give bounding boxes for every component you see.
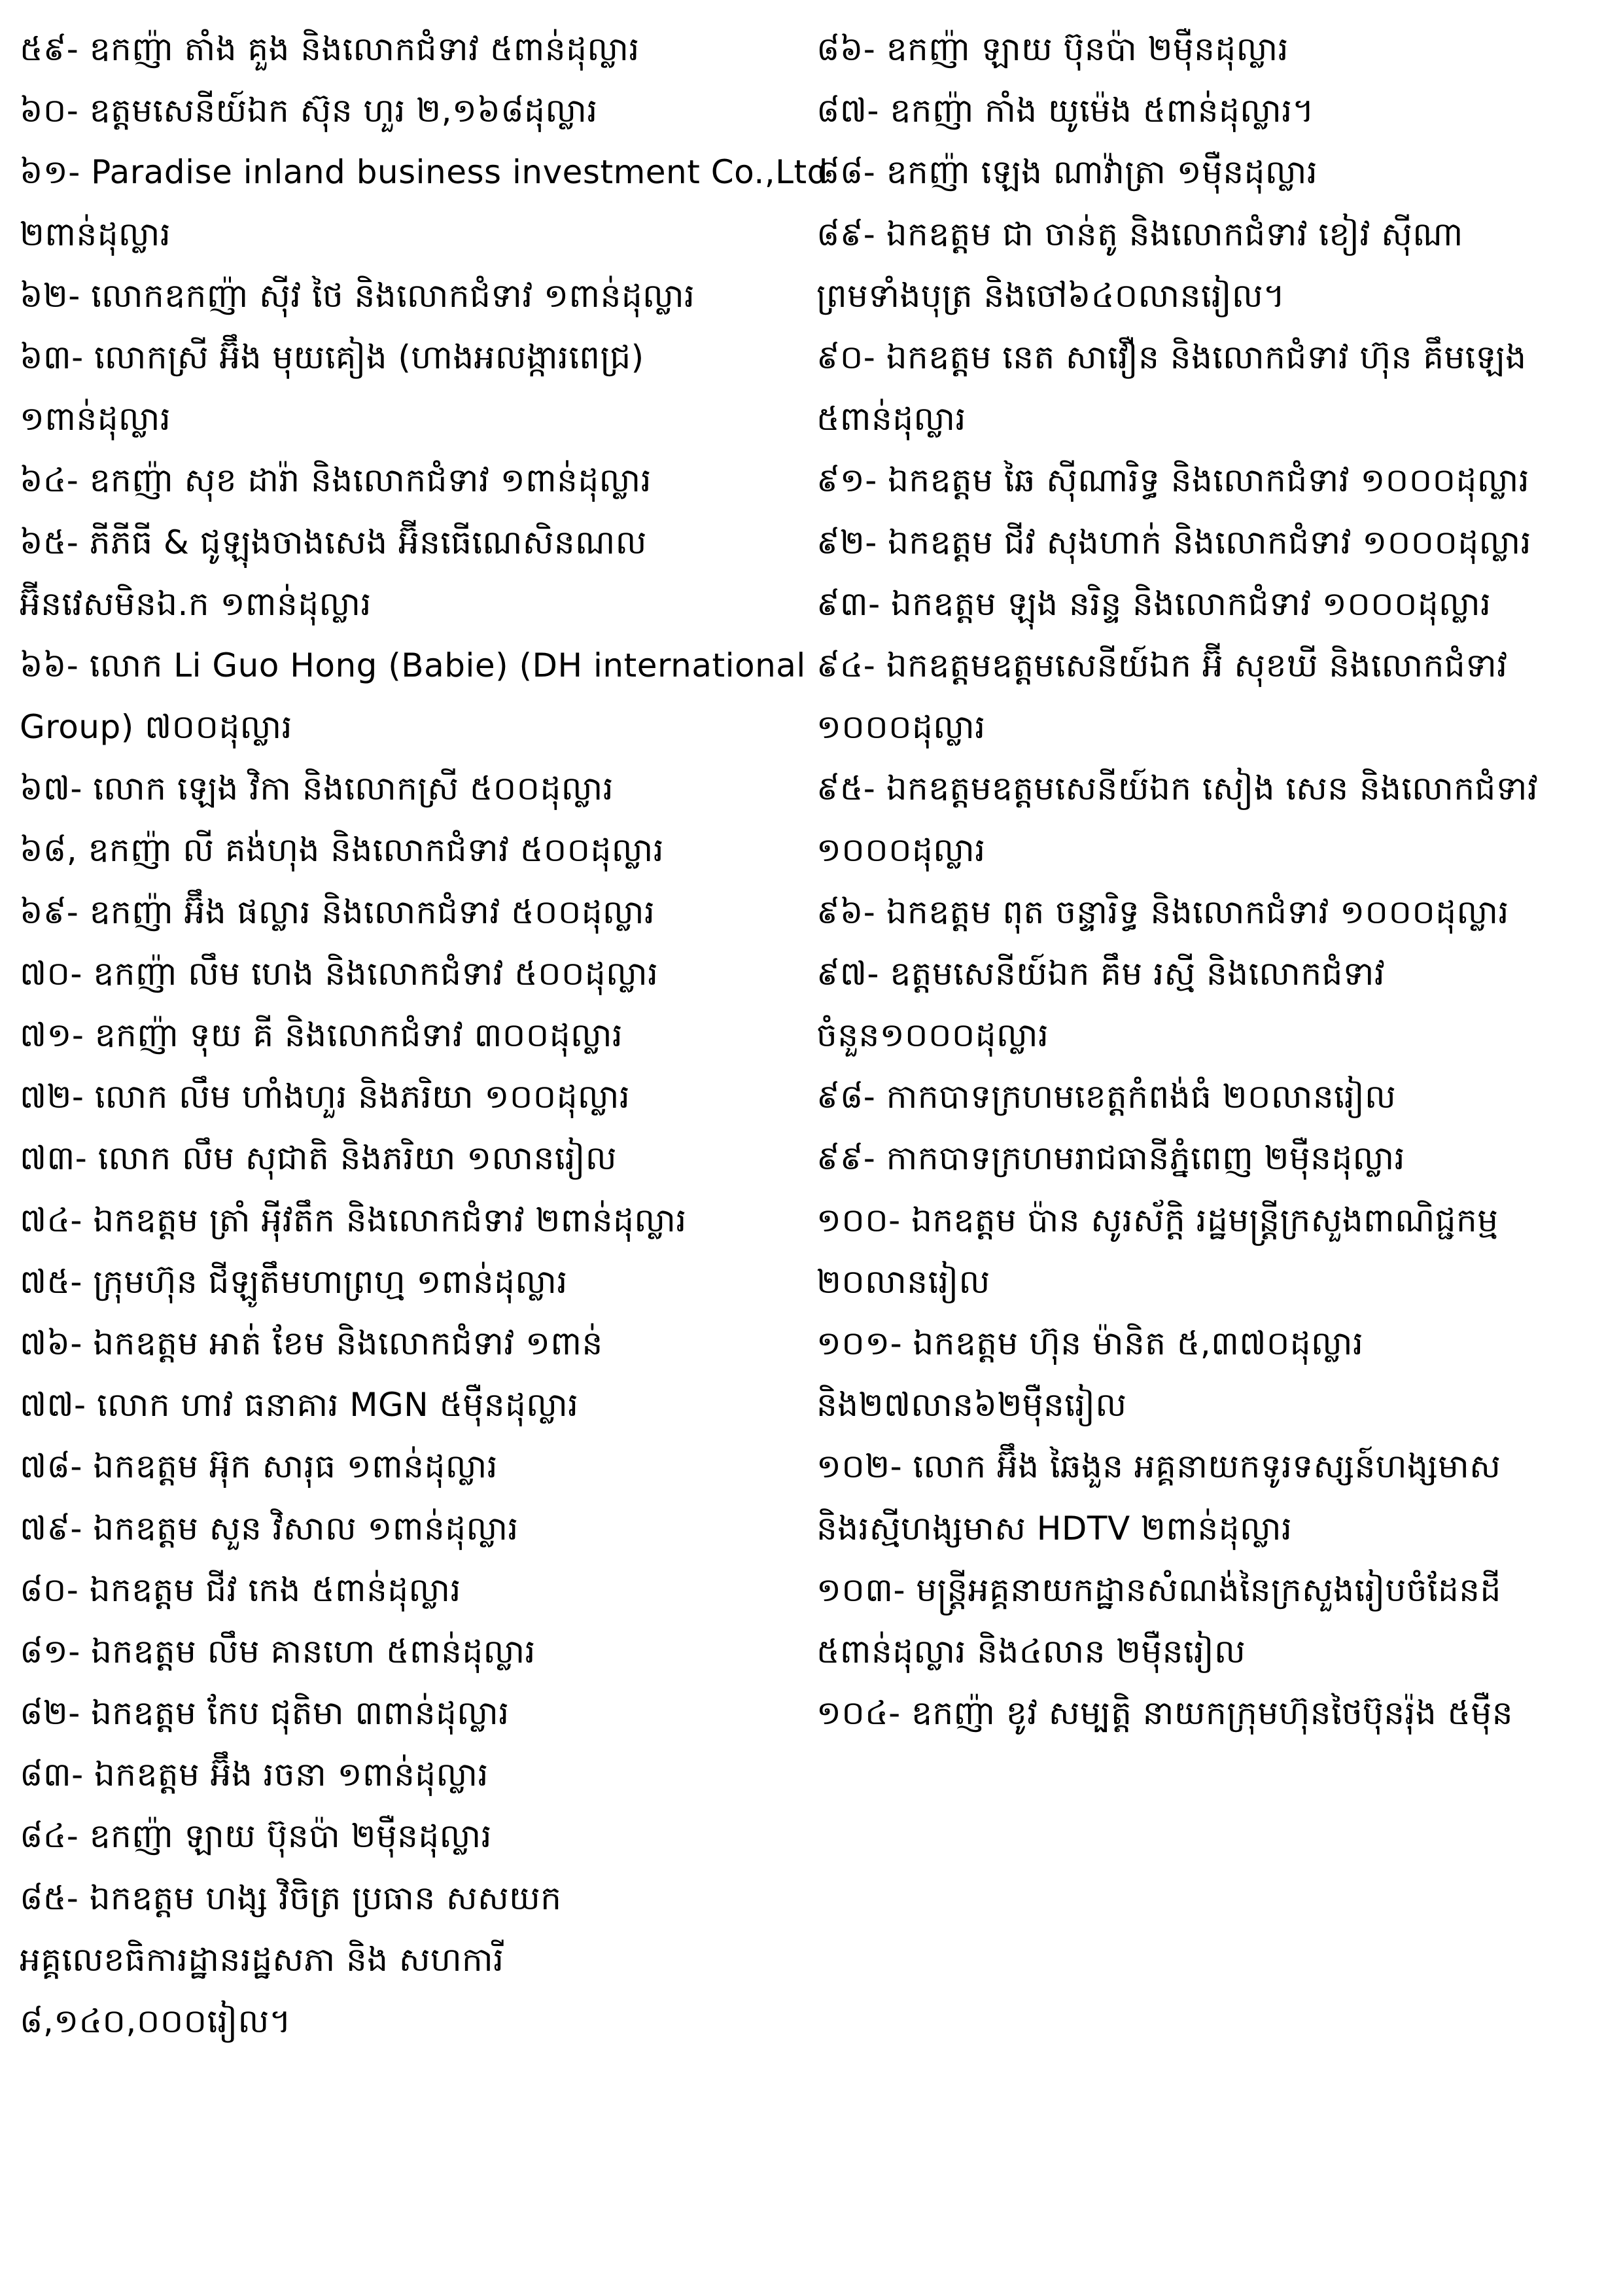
list-line: ២ពាន់ដុល្លារ: [20, 215, 171, 253]
list-line: ៩១- ឯកឧត្តម ឆៃ ស៊ីណារិទ្ធ និងលោកជំទាវ ១០០០ដុល្លារ: [816, 461, 1530, 500]
list-line: ៩៤- ឯកឧត្តមឧត្តមសេនីយ៍ឯក អ៊ី សុខឃី និងលោកជំទាវ: [816, 646, 1508, 684]
list-line: ៨៤- ឧកញ៉ា ឡាយ ប៊ុនប៉ា ២ម៉ឺនដុល្លារ: [20, 1817, 492, 1856]
list-line: ៨១- ឯកឧត្តម លឹម គានហោ ៥ពាន់ដុល្លារ: [20, 1632, 536, 1670]
list-line: ៨៦- ឧកញ៉ា ឡាយ ប៊ុនប៉ា ២ម៉ឺនដុល្លារ: [816, 30, 1289, 68]
list-line: ៧១- ឧកញ៉ា ទុយ គី និងលោកជំទាវ ៣០០ដុល្លារ: [20, 1016, 623, 1054]
list-line: ៦៧- លោក ឡេង វិកា និងលោកស្រី ៥០០ដុល្លារ: [20, 769, 614, 808]
list-line: ៩២- ឯកឧត្តម ជីវ សុងហាក់ និងលោកជំទាវ ១០០០ដុល្លារ: [816, 523, 1532, 561]
list-line: ៧៩- ឯកឧត្តម សួន វិសាល ១ពាន់ដុល្លារ: [20, 1509, 519, 1547]
list-line: ៩០- ឯកឧត្តម នេត សាវឿន និងលោកជំទាវ ហ៊ុន គឹមឡេង: [816, 338, 1527, 376]
list-line: ៥ពាន់ដុល្លារ និង៤លាន ២ម៉ឺនរៀល: [816, 1632, 1246, 1670]
list-line: ៦០- ឧត្តមសេនីយ៍ឯក ស៊ុន ហួរ ២,១៦៨ដុល្លារ: [20, 92, 598, 130]
list-line: ៧៣- លោក លឹម សុជាតិ និងភរិយា ១លានរៀល: [20, 1139, 617, 1178]
list-line: ៦៥- ភីភីធី & ជូឡុងចាងសេង អ៊ីនធើណេសិនណល: [20, 523, 647, 561]
list-line: ១០២- លោក អ៊ឹង ឆៃងួន អគ្គនាយកទូរទស្សន៍ហង្សមាស: [816, 1447, 1501, 1486]
list-line: និងរស្មីហង្សមាស HDTV ២ពាន់ដុល្លារ: [816, 1509, 1293, 1547]
list-line: និង២៧លាន៦២ម៉ឺនរៀល: [816, 1386, 1127, 1424]
list-line: ៧០- ឧកញ៉ា លឹម ហេង និងលោកជំទាវ ៥០០ដុល្លារ: [20, 954, 659, 993]
list-line: ៧៥- ក្រុមហ៊ុន ជីឡូតឹមហាព្រហ្ម ១ពាន់ដុល្លារ: [20, 1262, 568, 1301]
list-line: ៩៧- ឧត្តមសេនីយ៍ឯក គឹម រស្មី និងលោកជំទាវ: [816, 954, 1386, 993]
list-line: ៧៨- ឯកឧត្តម អ៊ុក សារុធ ១ពាន់ដុល្លារ: [20, 1447, 498, 1486]
list-line: ៨,១៤០,០០០រៀល។: [20, 2002, 292, 2040]
list-line: ៨២- ឯកឧត្តម កែប ជុតិមា ៣ពាន់ដុល្លារ: [20, 1694, 510, 1733]
right-column: [816, 18, 1601, 1744]
list-line: ៩៩- កាកបាទក្រហមរាជធានីភ្នំពេញ ២ម៉ឺនដុល្លារ: [816, 1139, 1405, 1178]
list-line: ៦៩- ឧកញ៉ា អ៊ឹង ផល្លារ និងលោកជំទាវ ៥០០ដុល្លារ: [20, 892, 655, 931]
list-line: ៦៣- លោកស្រី អ៊ឹង មុយគៀង (ហាងអលង្ការពេជ្រ): [20, 338, 644, 376]
list-line: ចំនួន១០០០ដុល្លារ: [816, 1016, 1049, 1054]
list-line: ២០លានរៀល: [816, 1262, 990, 1301]
list-line: ១០១- ឯកឧត្តម ហ៊ុន ម៉ានិត ៥,៣៧០ដុល្លារ: [816, 1324, 1364, 1362]
list-line: ១០៣- មន្ត្រីអគ្គនាយកដ្ឋានសំណង់នៃក្រសួងរៀបចំដែនដី: [816, 1570, 1501, 1609]
list-line: Group) ៧០០ដុល្លារ: [20, 708, 293, 747]
list-line: អគ្គលេខធិការដ្ឋានរដ្ឋសភា និង សហការី: [20, 1940, 504, 1979]
list-line: ១០០០ដុល្លារ: [816, 831, 986, 870]
list-line: ៨៥- ឯកឧត្តម ហង្ស វិចិត្រ ប្រធាន សសយក: [20, 1879, 562, 1917]
list-line: ៨៩- ឯកឧត្តម ជា ចាន់តូ និងលោកជំទាវ ខៀវ ស៊ីណា: [816, 215, 1463, 253]
list-line: ព្រមទាំងបុត្រ និងចៅ៦៤០លានរៀល។: [816, 276, 1285, 315]
list-line: ៩៨- កាកបាទក្រហមខេត្តកំពង់ធំ ២០លានរៀល: [816, 1078, 1397, 1116]
list-line: ៩៣- ឯកឧត្តម ឡុង នរិន្ទ និងលោកជំទាវ ១០០០ដុល្លារ: [816, 584, 1492, 623]
list-line: ៥៩- ឧកញ៉ា តាំង គួង និងលោកជំទាវ ៥ពាន់ដុល្លារ: [20, 30, 640, 68]
list-line: ១០៤- ឧកញ៉ា ខូវ សម្បត្តិ នាយកក្រុមហ៊ុនថៃប៊ុនរ៉ុង ៥ម៉ឺន: [816, 1694, 1513, 1733]
list-line: ១០០០ដុល្លារ: [816, 708, 986, 747]
list-line: ៨៨- ឧកញ៉ា ឡេង ណាវ៉ាត្រា ១ម៉ឺនដុល្លារ: [816, 153, 1318, 192]
list-line: ១ពាន់ដុល្លារ: [20, 400, 171, 438]
list-line: ៨៧- ឧកញ៉ា កាំង យូម៉េង ៥ពាន់ដុល្លារ។: [816, 92, 1315, 130]
list-line: ៩៦- ឯកឧត្តម ពុត ចន្ទារិទ្ធ និងលោកជំទាវ ១០០០ដុល្លារ: [816, 892, 1509, 931]
left-column: [20, 18, 828, 2052]
list-line: ៥ពាន់ដុល្លារ: [816, 400, 966, 438]
list-line: ៦៤- ឧកញ៉ា សុខ ដារ៉ា និងលោកជំទាវ ១ពាន់ដុល្លារ: [20, 461, 652, 500]
list-line: ៨៣- ឯកឧត្តម អ៊ឹង រចនា ១ពាន់ដុល្លារ: [20, 1756, 489, 1794]
list-line: ៩៥- ឯកឧត្តមឧត្តមសេនីយ៍ឯក សៀង សេន និងលោកជំទាវ: [816, 769, 1539, 808]
list-line: ៧៦- ឯកឧត្តម អាត់ ខែម និងលោកជំទាវ ១ពាន់: [20, 1324, 603, 1362]
list-line: ៧២- លោក លឹម ហាំងហួរ និងភរិយា ១០០ដុល្លារ: [20, 1078, 631, 1116]
list-line: ៦២- លោកឧកញ៉ា ស៊ីវ ថៃ និងលោកជំទាវ ១ពាន់ដុល្លារ: [20, 276, 695, 315]
list-line: ៦៦- លោក Li Guo Hong (Babie) (DH international: [20, 646, 806, 684]
list-line: ១០០- ឯកឧត្តម ប៉ាន សូរស័ក្តិ រដ្ឋមន្ត្រីក្រសួងពាណិជ្ជកម្ម: [816, 1201, 1499, 1239]
list-line: ៧៤- ឯកឧត្តម ត្រាំ អ៉ីវតឹក និងលោកជំទាវ ២ពាន់ដុល្លារ: [20, 1201, 687, 1239]
list-line: ៦១- Paradise inland business investment Co.,Ltd: [20, 153, 828, 192]
list-line: ៨០- ឯកឧត្តម ជីវ កេង ៥ពាន់ដុល្លារ: [20, 1570, 461, 1609]
list-line: ៦៨, ឧកញ៉ា លី គង់ហុង និងលោកជំទាវ ៥០០ដុល្លារ: [20, 831, 665, 870]
list-line: ៧៧- លោក ហាវ ធនាគារ MGN ៥ម៉ឺនដុល្លារ: [20, 1386, 579, 1424]
list-line: អ៊ីនវេសមិនឯ.ក ១ពាន់ដុល្លារ: [20, 584, 372, 623]
